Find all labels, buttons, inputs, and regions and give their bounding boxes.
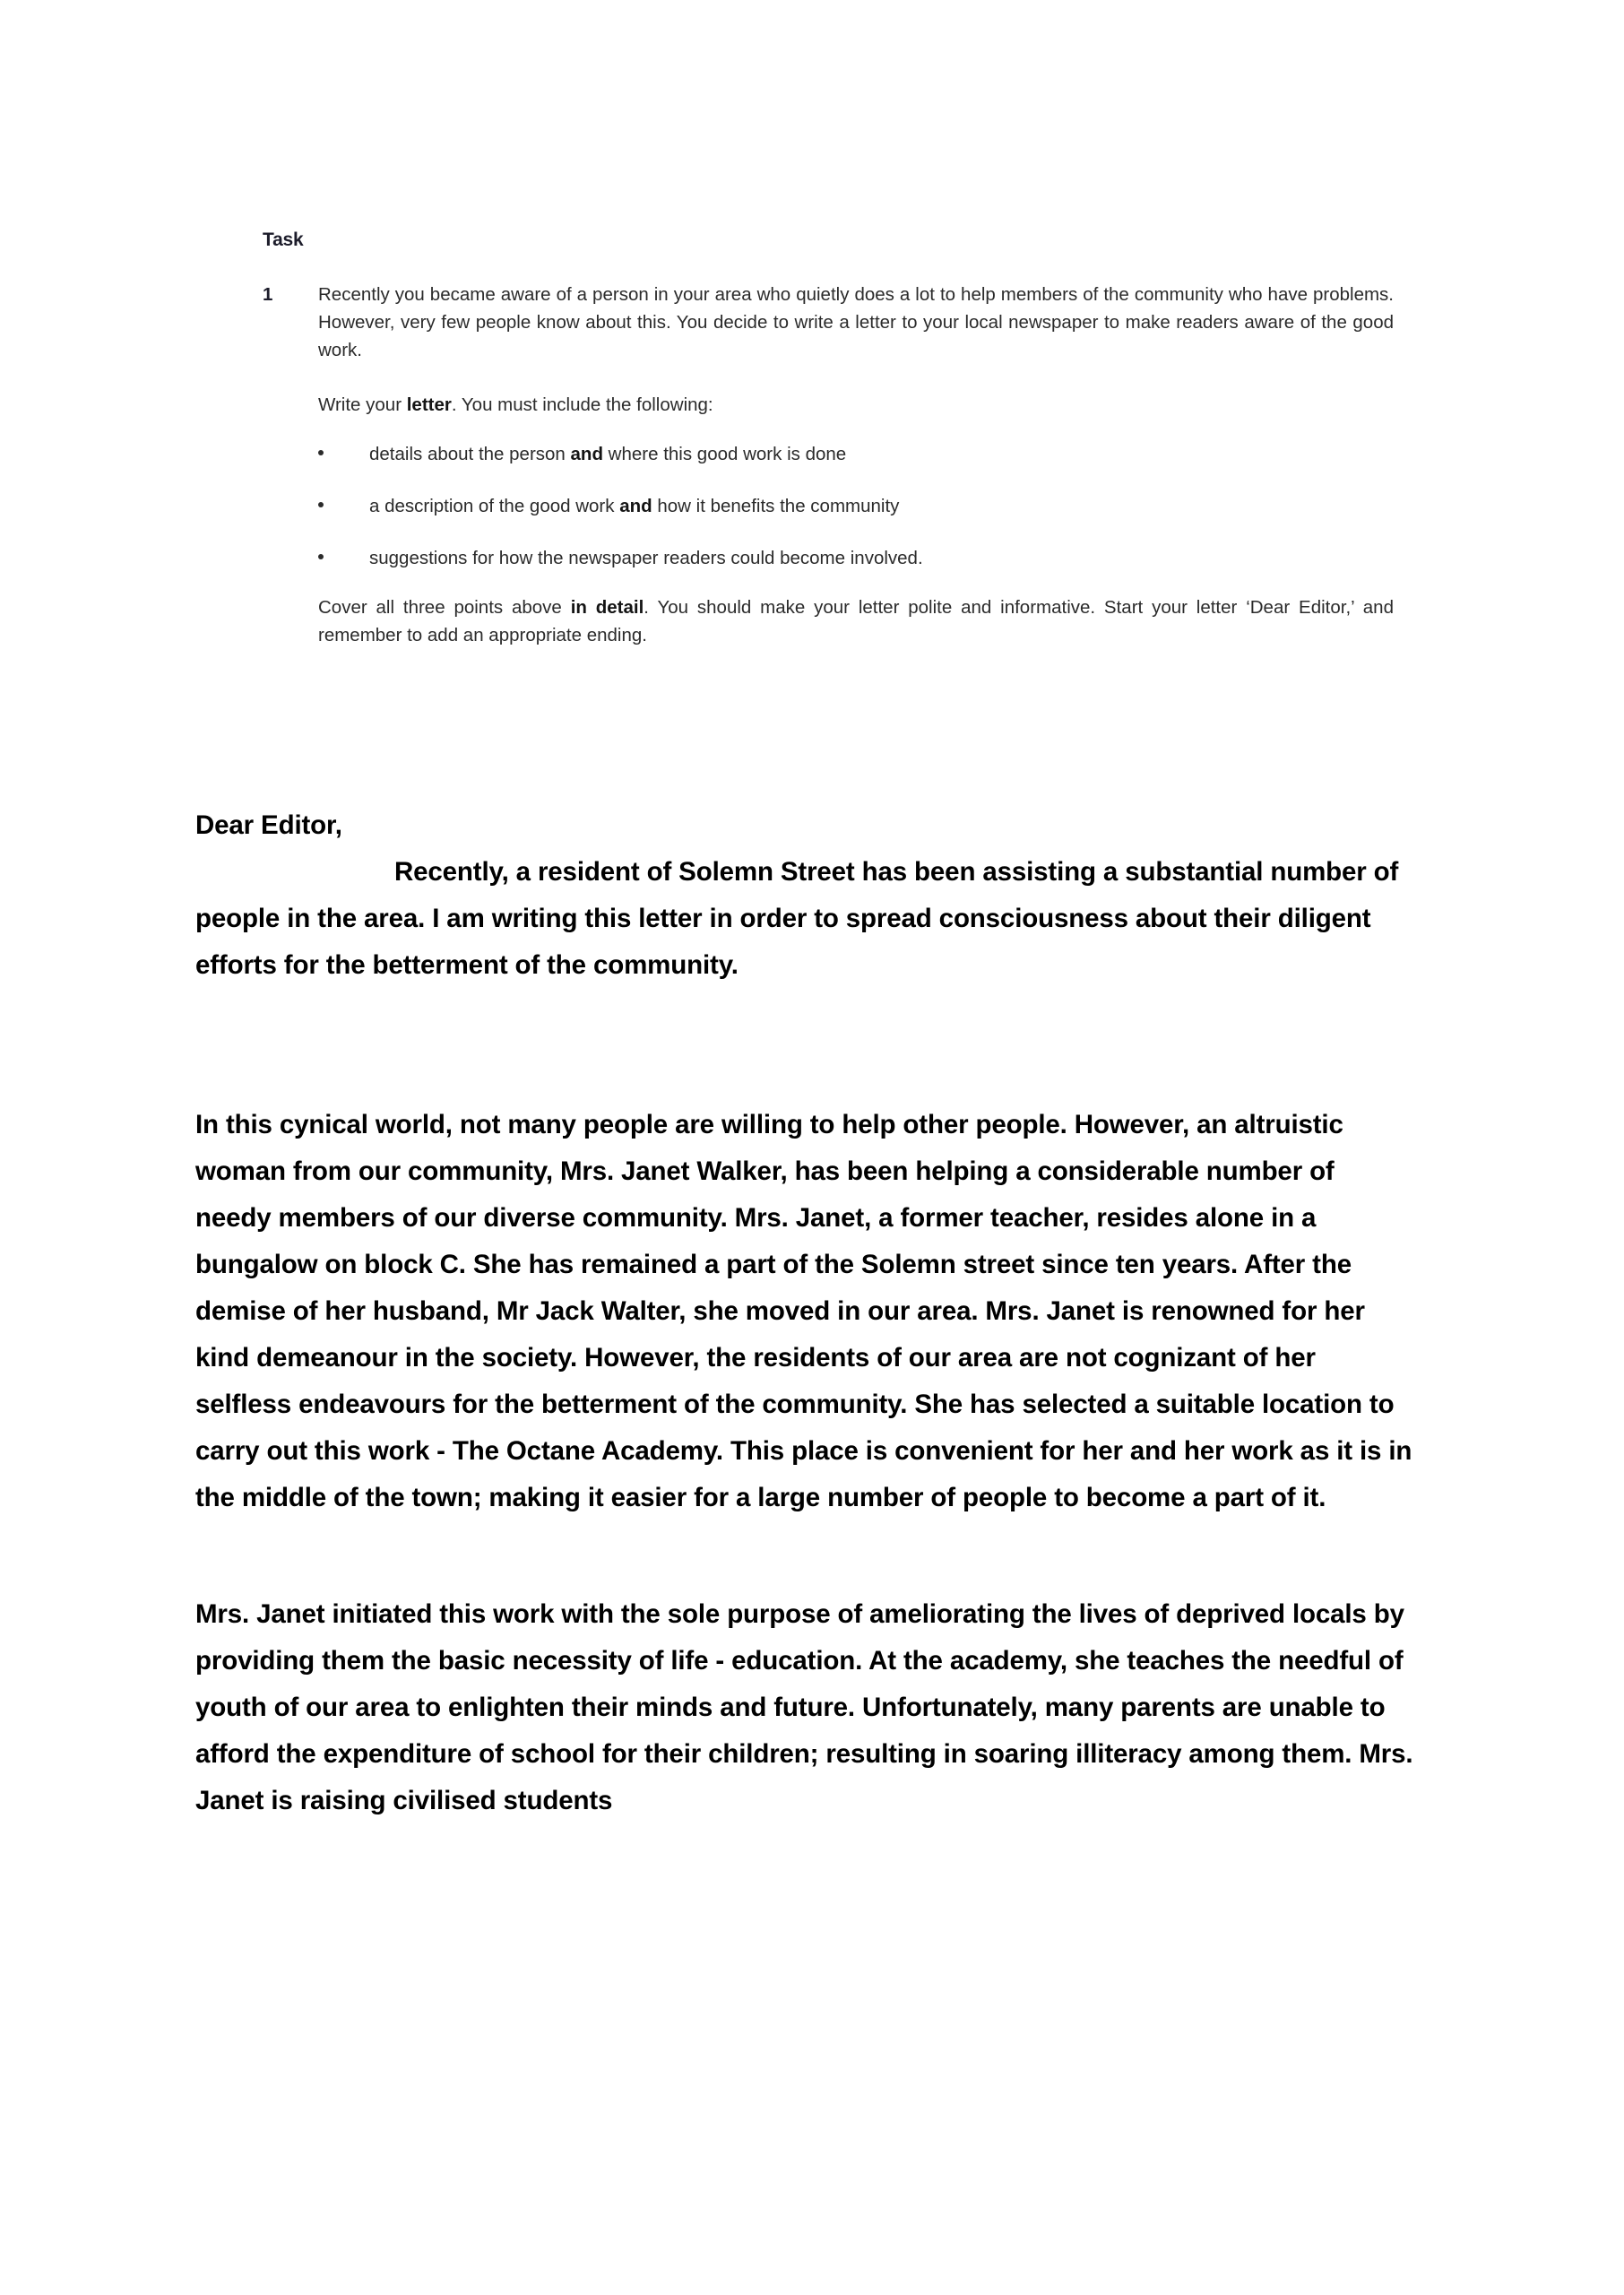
task-closing-suffix: . You should make your letter polite and informative. Start your letter ‘Dear Editor,’ and remember to add an appropriate ending. <box>318 597 1394 645</box>
task-heading: Task <box>263 230 304 250</box>
task-bullet-list <box>263 440 1394 572</box>
bullet-text-prefix: a description of the good work <box>369 496 620 516</box>
task-closing-emphasis: in detail <box>570 597 644 618</box>
task-item-number: 1 <box>263 284 273 305</box>
paragraph-spacer <box>195 989 1414 1102</box>
task-bullet-item <box>318 440 1394 468</box>
bullet-point-icon <box>318 450 324 455</box>
bullet-text-prefix: suggestions for how the newspaper readers could become involved. <box>369 548 923 568</box>
letter-salutation: Dear Editor, <box>195 810 342 840</box>
task-instruction-emphasis: letter <box>406 394 452 415</box>
bullet-text-suffix: where this good work is done <box>602 444 847 464</box>
paragraph-spacer <box>195 1521 1414 1591</box>
task-bullet-item <box>318 544 1394 572</box>
task-instruction <box>263 391 1394 419</box>
bullet-point-icon <box>318 554 324 559</box>
task-instruction-suffix: . You must include the following: <box>451 394 713 415</box>
task-closing-prefix: Cover all three points above <box>318 597 571 618</box>
letter-response <box>195 802 1414 1824</box>
bullet-text-prefix: details about the person <box>369 444 571 464</box>
task-item-text: Recently you became aware of a person in your area who quietly does a lot to help members of the community who have problems. However, very few people know about this. You decide to write a letter to your local newspaper to make readers aware of the good work. <box>318 284 1394 360</box>
task-closing-instruction <box>263 593 1394 649</box>
letter-paragraph-2: In this cynical world, not many people are willing to help other people. However, an altruistic woman from our community, Mrs. Janet Walker, has been helping a considerable number of needy members of our diverse community. Mrs. Janet, a former teacher, resides alone in a bungalow on block C. She has remained a part of the Solemn street since ten years. After the demise of her husband, Mr Jack Walter, she moved in our area. Mrs. Janet is renowned for her kind demeanour in the society. However, the residents of our area are not cognizant of her selfless endeavours for the betterment of the community. She has selected a suitable location to carry out this work - The Octane Academy. This place is convenient for her and her work as it is in the middle of the town; making it easier for a large number of people to become a part of it. <box>195 1110 1412 1512</box>
letter-paragraph-1: Recently, a resident of Solemn Street has been assisting a substantial number of people in the area. I am writing this letter in order to spread consciousness about their diligent efforts for the betterment of the community. <box>195 857 1399 980</box>
bullet-point-icon <box>318 502 324 507</box>
letter-paragraph-3: Mrs. Janet initiated this work with the sole purpose of ameliorating the lives of deprived locals by providing them the basic necessity of life - education. At the academy, she teaches the needful of youth of our area to enlighten their minds and future. Unfortunately, many parents are unable to afford the expenditure of school for their children; resulting in soaring illiteracy among them. Mrs. Janet is raising civilised students <box>195 1599 1413 1815</box>
bullet-text-emphasis: and <box>570 444 603 464</box>
task-block <box>263 226 1394 649</box>
bullet-text-emphasis: and <box>619 496 652 516</box>
task-item-1 <box>263 281 1394 364</box>
bullet-text-suffix: how it benefits the community <box>652 496 900 516</box>
task-instruction-prefix: Write your <box>318 394 407 415</box>
task-bullet-item <box>318 492 1394 520</box>
